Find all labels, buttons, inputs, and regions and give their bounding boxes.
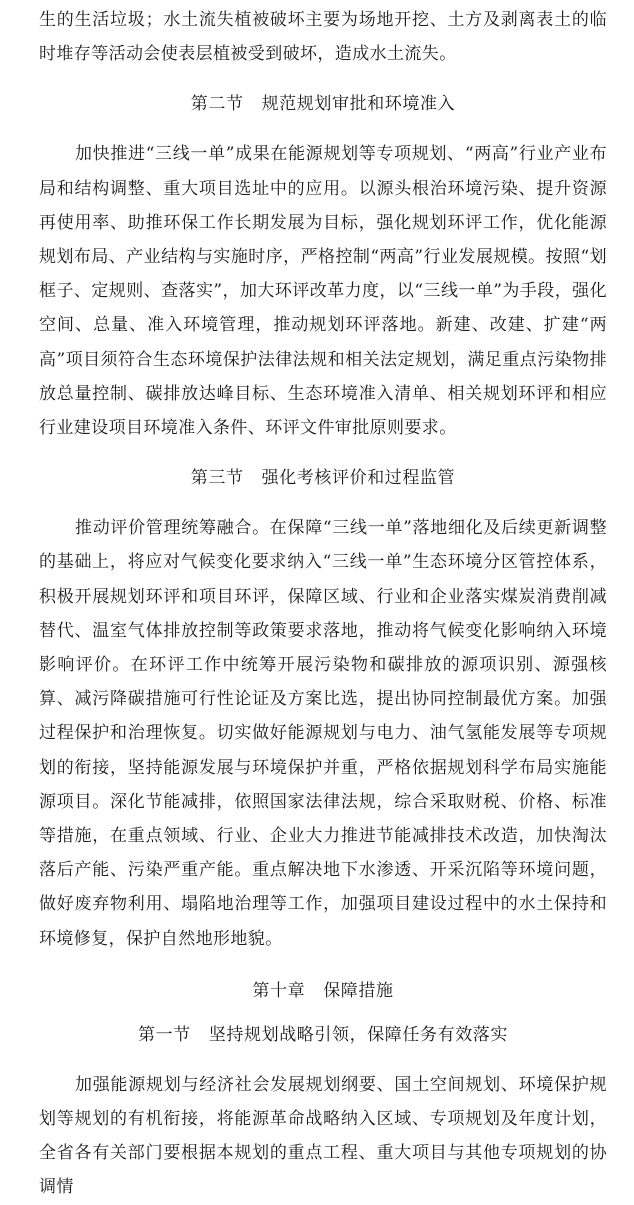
section-title: 坚持规划战略引领，保障任务有效落实 — [208, 1024, 508, 1045]
chapter-title: 保障措施 — [323, 980, 394, 1001]
paragraph-plan-coordination: 加强能源规划与经济社会发展规划纲要、国土空间规划、环境保护规划等规划的有机衔接，将能源革命战略纳入区域、专项规划及年度计划，全省各有关部门要根据本规划的重点工程、重大项目与其他专项规划的协调情 — [39, 1074, 607, 1198]
section-number: 第三节 — [190, 468, 244, 489]
section-number: 第一节 — [137, 1024, 191, 1045]
section-title: 规范规划审批和环境准入 — [261, 94, 456, 115]
paragraph-soil-erosion: 生的生活垃圾；水土流失植被破坏主要为场地开挖、土方及剥离表土的临时堆存等活动会使表层植被受到破坏，造成水土流失。 — [39, 10, 607, 65]
paragraph-planning-approval: 加快推进“三线一单”成果在能源规划等专项规划、“两高”行业产业布局和结构调整、重大项目选址中的应用。以源头根治环境污染、提升资源再使用率、助推环保工作长期发展为目标，强化规划环评工作，优化能源规划布局、产业结构与实施时序，严格控制“两高”行业发展规模。按照“划框子、定规则、查落实”，加大环评改革力度，以“三线一单”为手段，强化空间、总量、准入环境管理，推动规划环评落地。新建、改建、扩建“两高”项目须符合生态环境保护法律法规和相关法定规划，满足重点污染物排放总量控制、碳排放达峰目标、生态环境准入清单、相关规划环评和相应行业建设项目环境准入条件、环评文件审批原则要求。 — [39, 144, 607, 439]
chapter-heading-10 — [39, 974, 607, 1008]
section-heading-1 — [39, 1018, 607, 1052]
section-heading-2 — [39, 87, 607, 121]
section-title: 强化考核评价和过程监管 — [261, 468, 456, 489]
section-number: 第二节 — [190, 94, 244, 115]
document-page — [39, 0, 607, 1205]
section-heading-3 — [39, 461, 607, 495]
paragraph-assessment-supervision: 推动评价管理统筹融合。在保障“三线一单”落地细化及后续更新调整的基础上，将应对气候变化要求纳入“三线一单”生态环境分区管控体系，积极开展规划环评和项目环评，保障区域、行业和企业落实煤炭消费削减替代、温室气体排放控制等政策要求落地，推动将气候变化影响纳入环境影响评价。在环评工作中统筹开展污染物和碳排放的源项识别、源强核算、减污降碳措施可行性论证及方案比选，提出协同控制最优方案。加强过程保护和治理恢复。切实做好能源规划与电力、油气氢能发展等专项规划的衔接，坚持能源发展与环境保护并重，严格依据规划科学布局实施能源项目。深化节能减排，依照国家法律法规，综合采取财税、价格、标准等措施，在重点领域、行业、企业大力推进节能减排技术改造，加快淘汰落后产能、污染严重产能。重点解决地下水渗透、开采沉陷等环境问题，做好废弃物利用、塌陷地治理等工作，加强项目建设过程中的水土保持和环境修复，保护自然地形地貌。 — [39, 518, 607, 949]
chapter-number: 第十章 — [252, 980, 306, 1001]
